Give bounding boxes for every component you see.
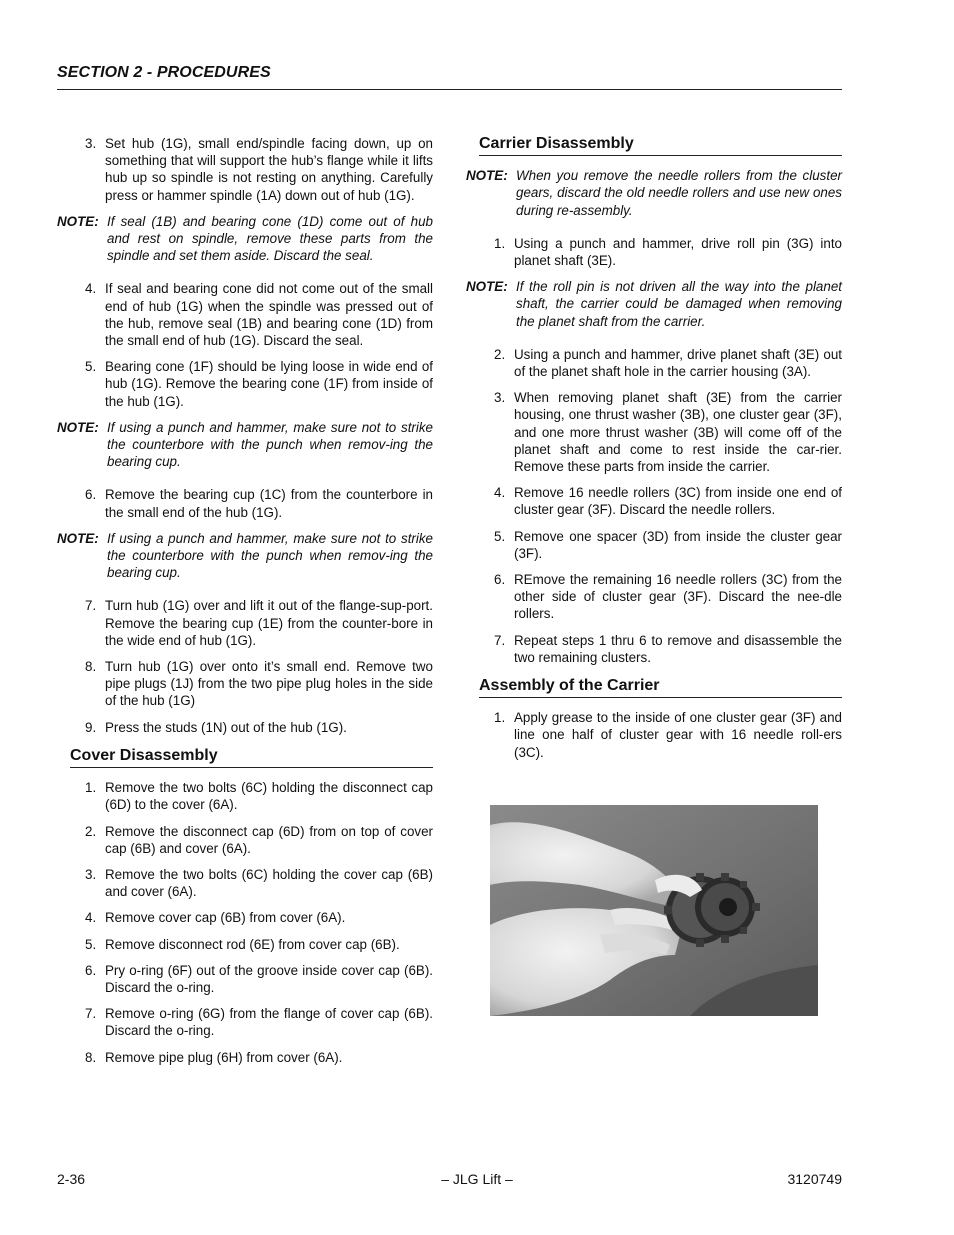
- section-header: [57, 64, 842, 90]
- step-number-label: 3.: [85, 136, 97, 151]
- list-item: [466, 528, 842, 562]
- step-number-label: 6.: [85, 487, 97, 503]
- step-number-label: 5.: [85, 359, 97, 375]
- step-number-label: 1.: [85, 780, 97, 796]
- photo-illustration: [490, 805, 818, 1016]
- note: [57, 213, 433, 265]
- note-text: When you remove the needle rollers from the cluster gears, discard the old needle rollers and use new ones during re-assembly.: [516, 168, 842, 218]
- step-number-label: 7.: [85, 1006, 97, 1022]
- step-number-label: 1.: [494, 235, 506, 251]
- step-number-label: 1.: [494, 710, 506, 726]
- step-text: Turn hub (1G) over onto it’s small end. Remove two pipe plugs (1J) from the two pipe plug holes in the side of the hub (1G): [105, 659, 433, 709]
- step-number-label: 3.: [494, 390, 506, 406]
- step-number: [466, 571, 514, 623]
- step-text: Remove the bearing cup (1C) from the counterbore in the small end of the hub (1G).: [105, 487, 433, 520]
- step-text: REmove the remaining 16 needle rollers (3C) from the other side of cluster gear (3F). Discard the nee-dle rollers.: [514, 572, 842, 622]
- step-number-label: 8.: [85, 1049, 97, 1065]
- step-text: Repeat steps 1 thru 6 to remove and disassemble the two remaining clusters.: [514, 632, 842, 665]
- step-number: [57, 962, 105, 996]
- list-item: [57, 135, 433, 204]
- step-number-label: 7.: [494, 632, 506, 648]
- step-number: [57, 823, 105, 857]
- step-number-label: 2.: [494, 346, 506, 362]
- left-column: [57, 135, 433, 1066]
- step-text: Turn hub (1G) over and lift it out of the flange-sup-port. Remove the bearing cup (1E) from the counter-bore in the wide end of hub (1G).: [105, 598, 433, 648]
- cover-disassembly-heading: Cover Disassembly: [70, 747, 433, 768]
- note: [57, 419, 433, 471]
- list-item: [57, 1005, 433, 1039]
- step-number-label: 4.: [85, 910, 97, 926]
- step-text: Using a punch and hammer, drive roll pin (3G) into planet shaft (3E).: [514, 235, 842, 269]
- step-number: [57, 358, 105, 410]
- list-item: [57, 866, 433, 900]
- step-number-label: 6.: [494, 572, 506, 588]
- list-item: [57, 597, 433, 649]
- step-text: Remove one spacer (3D) from inside the cluster gear (3F).: [514, 528, 842, 561]
- list-item: [57, 486, 433, 520]
- step-number: [57, 719, 105, 736]
- note-label: NOTE:: [466, 168, 508, 184]
- step-number: [57, 658, 105, 710]
- list-item: [466, 709, 842, 761]
- step-text: Remove pipe plug (6H) from cover (6A).: [105, 1049, 343, 1065]
- right-column: [466, 135, 842, 761]
- step-number: [466, 235, 514, 269]
- step-number: [57, 936, 105, 953]
- step-text: Remove the two bolts (6C) holding the disconnect cap (6D) to the cover (6A).: [105, 780, 433, 813]
- step-number: [57, 597, 105, 649]
- step-number: [466, 709, 514, 761]
- carrier-disassembly-heading: Carrier Disassembly: [479, 135, 842, 156]
- step-text: Remove cover cap (6B) from cover (6A).: [105, 910, 346, 926]
- step-number: [57, 1005, 105, 1039]
- step-number: [466, 632, 514, 666]
- step-text: Remove 16 needle rollers (3C) from inside one end of cluster gear (3F). Discard the needle rollers.: [514, 485, 842, 518]
- step-text: Remove the disconnect cap (6D) from on top of cover cap (6B) and cover (6A).: [105, 823, 433, 856]
- step-text: Remove the two bolts (6C) holding the cover cap (6B) and cover (6A).: [105, 866, 433, 900]
- document-number: 3120749: [787, 1171, 842, 1187]
- note-label: NOTE:: [57, 213, 99, 229]
- step-list: [57, 597, 433, 735]
- step-text: Pry o-ring (6F) out of the groove inside cover cap (6B). Discard the o-ring.: [105, 962, 433, 995]
- step-list: [57, 135, 433, 204]
- step-list: [57, 486, 433, 520]
- step-number-label: 5.: [85, 936, 97, 952]
- list-item: [466, 632, 842, 666]
- step-number: [57, 909, 105, 926]
- step-list: [466, 235, 842, 269]
- step-list: [466, 709, 842, 761]
- note: [466, 278, 842, 330]
- note: [466, 167, 842, 219]
- step-text: Apply grease to the inside of one cluster gear (3F) and line one half of cluster gear with 16 needle roll-ers (3C).: [514, 710, 842, 760]
- step-text: Remove o-ring (6G) from the flange of cover cap (6B). Discard the o-ring.: [105, 1006, 433, 1039]
- note-label: NOTE:: [57, 419, 99, 435]
- note-text: If the roll pin is not driven all the way into the planet shaft, the carrier could be damaged when removing the planet shaft from the carrier.: [516, 279, 842, 329]
- step-number: [57, 1049, 105, 1066]
- section-title: SECTION 2 - PROCEDURES: [57, 64, 271, 81]
- step-number-label: 3.: [85, 866, 97, 882]
- list-item: [57, 909, 433, 926]
- note-text: If using a punch and hammer, make sure not to strike the counterbore with the punch when remov-ing the bearing cup.: [107, 419, 433, 470]
- step-number-label: 2.: [85, 823, 97, 839]
- step-number-label: 5.: [494, 528, 506, 544]
- step-number-label: 8.: [85, 659, 97, 675]
- step-number: [466, 528, 514, 562]
- step-number: [57, 779, 105, 813]
- step-number-label: 4.: [85, 281, 97, 297]
- list-item: [57, 719, 433, 736]
- step-text: When removing planet shaft (3E) from the carrier housing, one thrust washer (3B), one cluster gear (3F), and one more thrust washer (3B) will come off of the planet shaft and come to rest inside the car-rier. Remove these parts from inside the carrier.: [514, 390, 842, 475]
- assembly-heading: Assembly of the Carrier: [479, 677, 842, 698]
- step-number-label: 4.: [494, 485, 506, 501]
- step-number: [57, 486, 105, 520]
- note: [57, 530, 433, 582]
- list-item: [57, 280, 433, 349]
- list-item: [57, 936, 433, 953]
- step-number: [57, 135, 105, 204]
- page-number: 2-36: [57, 1171, 86, 1187]
- list-item: [466, 346, 842, 380]
- cluster-gear-photo: [490, 805, 818, 1016]
- step-text: Remove disconnect rod (6E) from cover cap (6B).: [105, 936, 400, 952]
- list-item: [57, 823, 433, 857]
- list-item: [57, 658, 433, 710]
- list-item: [57, 358, 433, 410]
- step-number-label: 6.: [85, 962, 97, 978]
- step-list: [466, 346, 842, 666]
- list-item: [57, 962, 433, 996]
- step-number: [466, 346, 514, 380]
- footer-center: – JLG Lift –: [441, 1171, 513, 1187]
- note-label: NOTE:: [57, 530, 99, 546]
- list-item: [466, 484, 842, 518]
- note-text: If seal (1B) and bearing cone (1D) come out of hub and rest on spindle, remove these parts from the spindle and set them aside. Discard the seal.: [107, 213, 433, 264]
- step-text: Bearing cone (1F) should be lying loose in wide end of hub (1G). Remove the bearing cone (1F) from inside of the hub (1G).: [105, 359, 433, 409]
- step-text: Set hub (1G), small end/spindle facing down, up on something that will support the hub’s flange while it lifts hub up so spindle is not resting on anything. Carefully press or hammer spindle (1A) down out of hub (1G).: [105, 136, 433, 203]
- step-number: [57, 280, 105, 349]
- step-text: Using a punch and hammer, drive planet shaft (3E) out of the planet shaft hole in the carrier housing (3A).: [514, 346, 842, 380]
- step-number-label: 7.: [85, 598, 97, 614]
- step-number: [57, 866, 105, 900]
- note-label: NOTE:: [466, 279, 508, 295]
- list-item: [57, 779, 433, 813]
- step-text: Press the studs (1N) out of the hub (1G).: [105, 719, 347, 735]
- step-number: [466, 389, 514, 475]
- step-number: [466, 484, 514, 518]
- step-number-label: 9.: [85, 719, 97, 735]
- list-item: [466, 235, 842, 269]
- list-item: [57, 1049, 433, 1066]
- list-item: [466, 389, 842, 475]
- step-list: [57, 280, 433, 409]
- note-text: If using a punch and hammer, make sure not to strike the counterbore with the punch when remov-ing the bearing cup.: [107, 530, 433, 581]
- step-list: [57, 779, 433, 1066]
- step-text: If seal and bearing cone did not come out of the small end of hub (1G) when the spindle was pressed out of the hub, remove seal (1B) and bearing cone (1D) from the small end of hub (1G). Discard the seal.: [105, 281, 433, 349]
- list-item: [466, 571, 842, 623]
